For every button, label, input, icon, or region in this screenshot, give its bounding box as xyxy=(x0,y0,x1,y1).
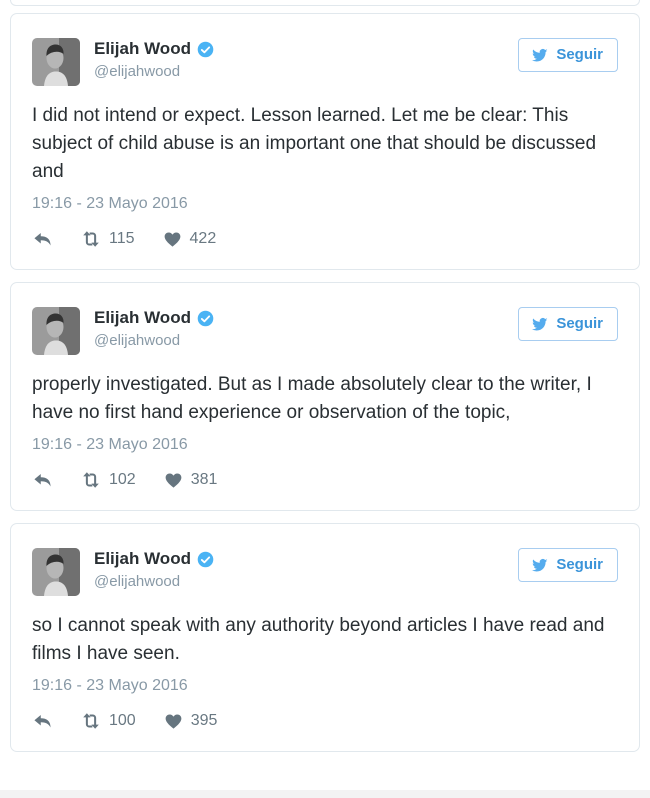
follow-button[interactable] xyxy=(518,548,618,582)
reply-arrow-icon xyxy=(32,229,53,250)
reply-arrow-icon xyxy=(32,711,53,732)
heart-icon xyxy=(163,711,184,732)
twitter-bird-icon xyxy=(531,47,548,64)
retweet-icon xyxy=(80,710,102,732)
retweet-icon xyxy=(80,228,102,250)
tweet-actions xyxy=(32,469,618,491)
user-handle[interactable]: @elijahwood xyxy=(94,332,181,349)
reply-button[interactable] xyxy=(32,470,53,491)
avatar[interactable] xyxy=(32,548,80,596)
tweet-card xyxy=(10,523,640,752)
reply-button[interactable] xyxy=(32,229,53,250)
identity-block xyxy=(94,38,518,80)
avatar[interactable] xyxy=(32,38,80,86)
verified-badge-icon xyxy=(197,551,214,568)
display-name[interactable]: Elijah Wood xyxy=(94,308,191,327)
identity-block xyxy=(94,548,518,590)
retweet-button[interactable] xyxy=(80,469,136,491)
elijah-wood-bw-portrait xyxy=(32,38,80,86)
tweet-actions xyxy=(32,710,618,732)
verified-badge-icon xyxy=(197,41,214,58)
twitter-bird-icon xyxy=(531,316,548,333)
previous-card-edge xyxy=(10,0,640,6)
display-name[interactable]: Elijah Wood xyxy=(94,549,191,568)
retweet-button[interactable] xyxy=(80,710,136,732)
follow-button-label: Seguir xyxy=(556,556,603,573)
like-button[interactable] xyxy=(163,711,218,732)
retweet-icon xyxy=(80,469,102,491)
avatar[interactable] xyxy=(32,307,80,355)
elijah-wood-bw-portrait xyxy=(32,307,80,355)
follow-button[interactable] xyxy=(518,307,618,341)
like-button[interactable] xyxy=(162,229,217,250)
user-handle[interactable]: @elijahwood xyxy=(94,63,181,80)
tweet-card xyxy=(10,13,640,270)
user-handle[interactable]: @elijahwood xyxy=(94,573,181,590)
reply-button[interactable] xyxy=(32,711,53,732)
follow-button-label: Seguir xyxy=(556,315,603,332)
name-row xyxy=(94,548,518,570)
heart-icon xyxy=(162,229,183,250)
like-count: 395 xyxy=(190,712,218,729)
retweet-count: 115 xyxy=(109,230,135,247)
retweet-count: 100 xyxy=(109,712,136,729)
tweet-text: so I cannot speak with any authority beyond articles I have read and films I have seen. xyxy=(32,615,605,664)
tweet-header xyxy=(32,548,618,596)
retweet-button[interactable] xyxy=(80,228,135,250)
tweet-text: I did not intend or expect. Lesson learned. Let me be clear: This subject of child abuse is an important one that should be discussed and xyxy=(32,105,597,182)
twitter-bird-icon xyxy=(531,557,548,574)
identity-block xyxy=(94,307,518,349)
reply-arrow-icon xyxy=(32,470,53,491)
like-button[interactable] xyxy=(163,470,218,491)
tweet-timestamp[interactable]: 19:16 - 23 Mayo 2016 xyxy=(32,195,188,212)
tweet-actions xyxy=(32,228,618,250)
tweet-timestamp[interactable]: 19:16 - 23 Mayo 2016 xyxy=(32,436,188,453)
tweet-card xyxy=(10,282,640,511)
display-name[interactable]: Elijah Wood xyxy=(94,39,191,58)
follow-button[interactable] xyxy=(518,38,618,72)
heart-icon xyxy=(163,470,184,491)
follow-button-label: Seguir xyxy=(556,46,603,63)
like-count: 422 xyxy=(189,230,217,247)
tweet-header xyxy=(32,307,618,355)
name-row xyxy=(94,38,518,60)
verified-badge-icon xyxy=(197,310,214,327)
tweet-text: properly investigated. But as I made absolutely clear to the writer, I have no first hand experience or observation of the topic, xyxy=(32,374,592,423)
elijah-wood-bw-portrait xyxy=(32,548,80,596)
retweet-count: 102 xyxy=(109,471,136,488)
tweet-header xyxy=(32,38,618,86)
name-row xyxy=(94,307,518,329)
page-bottom-strip xyxy=(0,790,650,798)
tweet-timestamp[interactable]: 19:16 - 23 Mayo 2016 xyxy=(32,677,188,694)
like-count: 381 xyxy=(190,471,218,488)
